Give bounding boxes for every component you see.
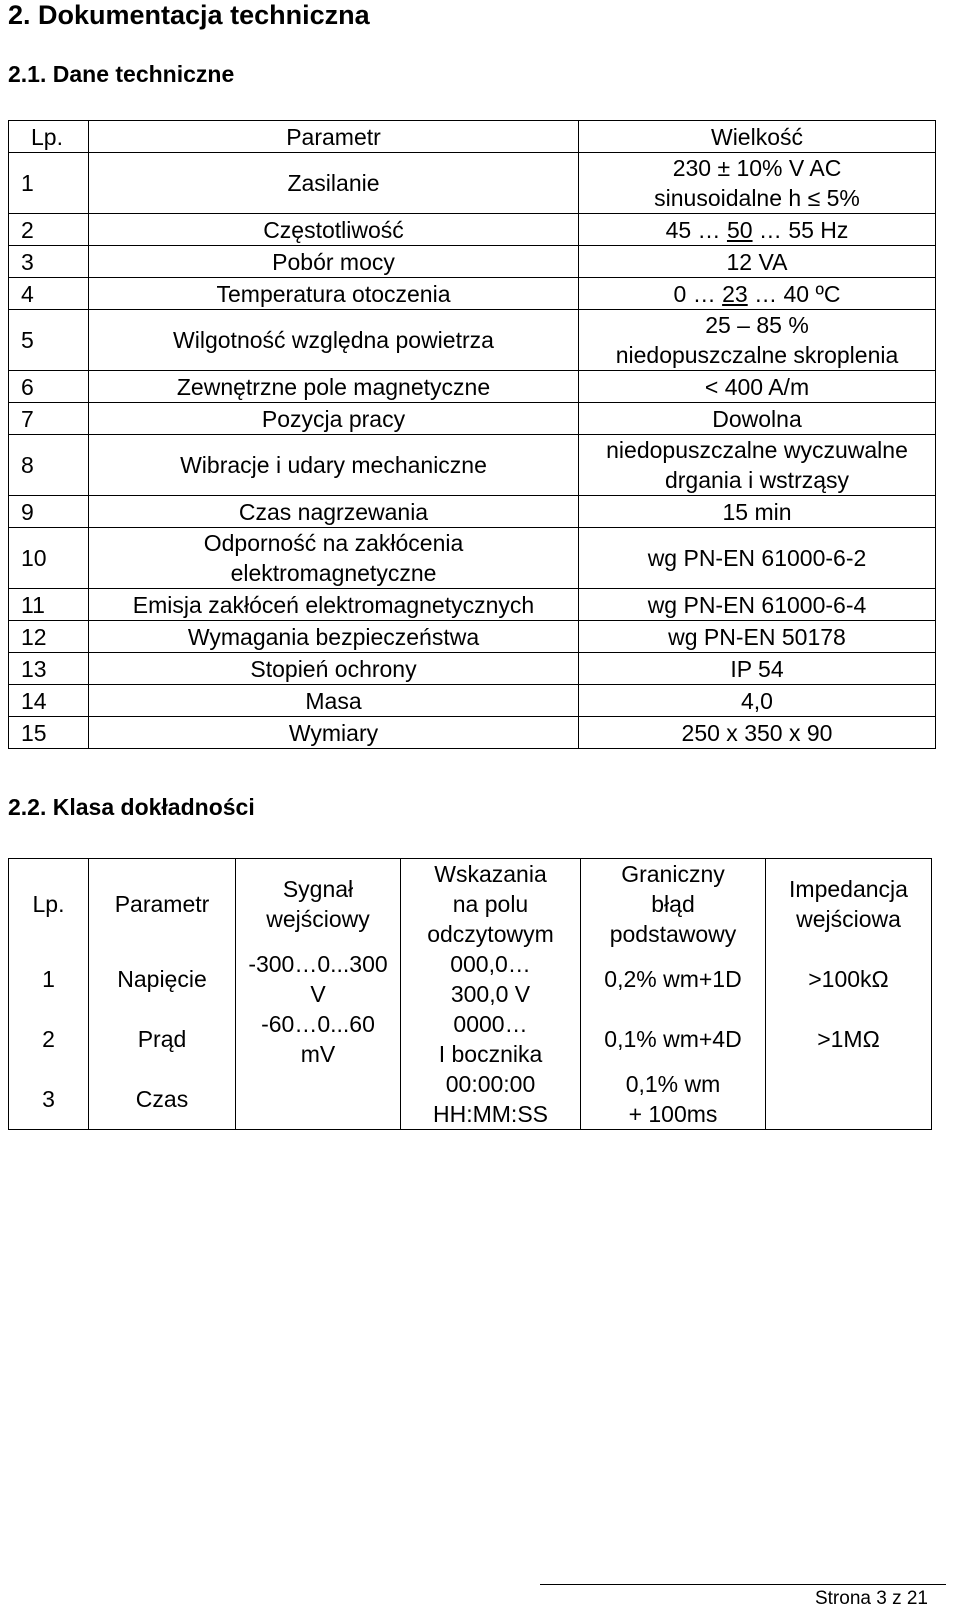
row-number: 1 [9, 153, 89, 214]
table-row [9, 589, 936, 621]
technical-data-table [8, 120, 936, 749]
document-heading: 2. Dokumentacja techniczna [8, 0, 370, 30]
impedance-cell: >100kΩ [766, 949, 932, 1009]
column-header-param: Parametr [89, 121, 579, 153]
row-number: 12 [9, 621, 89, 653]
column-header-param: Parametr [89, 859, 236, 950]
signal-cell [236, 1069, 401, 1130]
value-cell: 0 … 23 … 40 ºC [579, 278, 936, 310]
column-header-display: Wskazania na polu odczytowym [401, 859, 581, 950]
signal-cell: -60…0...60 mV [236, 1009, 401, 1069]
value-cell: niedopuszczalne wyczuwalne drgania i wstrząsy [579, 435, 936, 496]
parameter-cell: Prąd [89, 1009, 236, 1069]
table-row [9, 278, 936, 310]
table-row [9, 653, 936, 685]
row-number: 13 [9, 653, 89, 685]
display-cell: 0000… I bocznika [401, 1009, 581, 1069]
parameter-cell: Zasilanie [89, 153, 579, 214]
value-cell: IP 54 [579, 653, 936, 685]
row-number: 4 [9, 278, 89, 310]
impedance-cell [766, 1069, 932, 1130]
table-row [9, 310, 936, 371]
table-row [9, 1009, 932, 1069]
display-cell: 00:00:00 HH:MM:SS [401, 1069, 581, 1130]
parameter-cell: Pobór mocy [89, 246, 579, 278]
table-row [9, 214, 936, 246]
table-header-row [9, 859, 932, 950]
value-cell: wg PN-EN 61000-6-4 [579, 589, 936, 621]
parameter-cell: Pozycja pracy [89, 403, 579, 435]
row-number: 8 [9, 435, 89, 496]
row-number: 9 [9, 496, 89, 528]
parameter-cell: Napięcie [89, 949, 236, 1009]
value-cell: 15 min [579, 496, 936, 528]
footer-divider [540, 1584, 946, 1585]
error-cell: 0,2% wm+1D [581, 949, 766, 1009]
table-row [9, 371, 936, 403]
row-number: 3 [9, 246, 89, 278]
table-row [9, 496, 936, 528]
column-header-impedance: Impedancja wejściowa [766, 859, 932, 950]
row-number: 5 [9, 310, 89, 371]
row-number: 6 [9, 371, 89, 403]
row-number: 15 [9, 717, 89, 749]
parameter-cell: Wymagania bezpieczeństwa [89, 621, 579, 653]
accuracy-class-table [8, 858, 932, 1130]
parameter-cell: Wilgotność względna powietrza [89, 310, 579, 371]
page-number: Strona 3 z 21 [814, 1588, 928, 1609]
parameter-cell: Zewnętrzne pole magnetyczne [89, 371, 579, 403]
value-cell: < 400 A/m [579, 371, 936, 403]
row-number: 3 [9, 1069, 89, 1130]
value-cell: 12 VA [579, 246, 936, 278]
table-header-row [9, 121, 936, 153]
value-cell: 45 … 50 … 55 Hz [579, 214, 936, 246]
table-row [9, 949, 932, 1009]
parameter-cell: Masa [89, 685, 579, 717]
parameter-cell: Temperatura otoczenia [89, 278, 579, 310]
row-number: 10 [9, 528, 89, 589]
section-title-technical-data: 2.1. Dane techniczne [8, 61, 235, 87]
parameter-cell: Czas [89, 1069, 236, 1130]
parameter-cell: Częstotliwość [89, 214, 579, 246]
value-cell: wg PN-EN 50178 [579, 621, 936, 653]
table-row [9, 1069, 932, 1130]
value-cell: 250 x 350 x 90 [579, 717, 936, 749]
parameter-cell: Odporność na zakłócenia elektromagnetyczne [89, 528, 579, 589]
table-row [9, 435, 936, 496]
row-number: 2 [9, 214, 89, 246]
value-cell: 4,0 [579, 685, 936, 717]
column-header-error: Graniczny błąd podstawowy [581, 859, 766, 950]
column-header-lp: Lp. [9, 121, 89, 153]
row-number: 14 [9, 685, 89, 717]
column-header-lp: Lp. [9, 859, 89, 950]
signal-cell: -300…0...300 V [236, 949, 401, 1009]
row-number: 1 [9, 949, 89, 1009]
table-row [9, 717, 936, 749]
parameter-cell: Wymiary [89, 717, 579, 749]
parameter-cell: Czas nagrzewania [89, 496, 579, 528]
value-cell: 230 ± 10% V AC sinusoidalne h ≤ 5% [579, 153, 936, 214]
section-title-accuracy-class: 2.2. Klasa dokładności [8, 794, 255, 820]
parameter-cell: Stopień ochrony [89, 653, 579, 685]
table-row [9, 528, 936, 589]
row-number: 2 [9, 1009, 89, 1069]
parameter-cell: Emisja zakłóceń elektromagnetycznych [89, 589, 579, 621]
column-header-signal: Sygnał wejściowy [236, 859, 401, 950]
table-row [9, 403, 936, 435]
row-number: 7 [9, 403, 89, 435]
table-row [9, 685, 936, 717]
error-cell: 0,1% wm+4D [581, 1009, 766, 1069]
column-header-value: Wielkość [579, 121, 936, 153]
row-number: 11 [9, 589, 89, 621]
value-cell: 25 – 85 % niedopuszczalne skroplenia [579, 310, 936, 371]
display-cell: 000,0… 300,0 V [401, 949, 581, 1009]
table-row [9, 153, 936, 214]
table-row [9, 621, 936, 653]
table-row [9, 246, 936, 278]
impedance-cell: >1MΩ [766, 1009, 932, 1069]
parameter-cell: Wibracje i udary mechaniczne [89, 435, 579, 496]
error-cell: 0,1% wm + 100ms [581, 1069, 766, 1130]
value-cell: wg PN-EN 61000-6-2 [579, 528, 936, 589]
value-cell: Dowolna [579, 403, 936, 435]
